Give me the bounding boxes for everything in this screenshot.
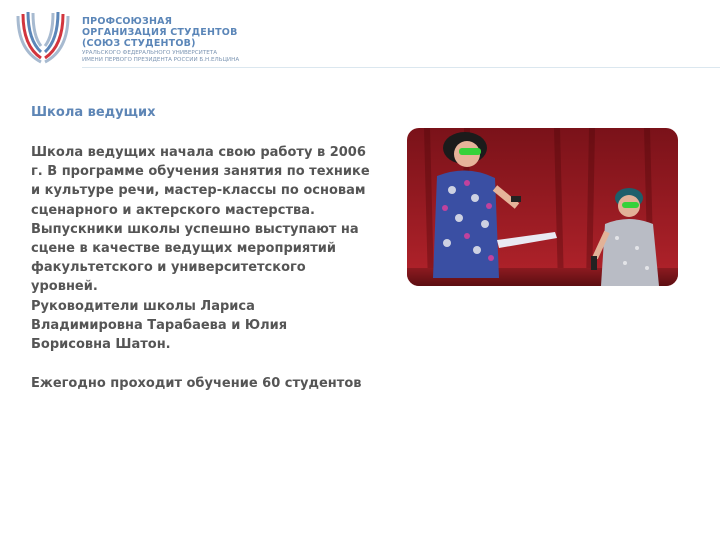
org-name-line: ОРГАНИЗАЦИЯ СТУДЕНТОВ (82, 27, 238, 38)
org-subtitle-line: ИМЕНИ ПЕРВОГО ПРЕЗИДЕНТА РОССИИ Б.Н.ЕЛЬЦИНА (82, 57, 240, 63)
organization-name (82, 17, 239, 64)
page-title: Школа ведущих (31, 105, 156, 120)
org-name-line: (СОЮЗ СТУДЕНТОВ) (82, 38, 196, 49)
stage-photo (407, 128, 678, 286)
org-subtitle-line: УРАЛЬСКОГО ФЕДЕРАЛЬНОГО УНИВЕРСИТЕТА (82, 50, 218, 56)
header-divider (82, 67, 720, 68)
paragraph: Выпускники школы успешно выступают на сцене в качестве ведущих мероприятий факультетского и университетского уровней. (31, 221, 359, 295)
students-note: Ежегодно проходит обучение 60 студентов (31, 376, 362, 391)
description (31, 143, 371, 354)
paragraph: Руководители школы Лариса Владимировна Тарабаева и Юлия Борисовна Шатон. (31, 298, 288, 353)
org-name-line: ПРОФСОЮЗНАЯ (82, 16, 173, 27)
paragraph: Школа ведущих начала свою работу в 2006 г. В программе обучения занятия по технике и культуре речи, мастер-классы по основам сценарного и актерского мастерства. (31, 145, 370, 218)
open-book-logo-icon (14, 10, 72, 66)
header (0, 0, 720, 70)
